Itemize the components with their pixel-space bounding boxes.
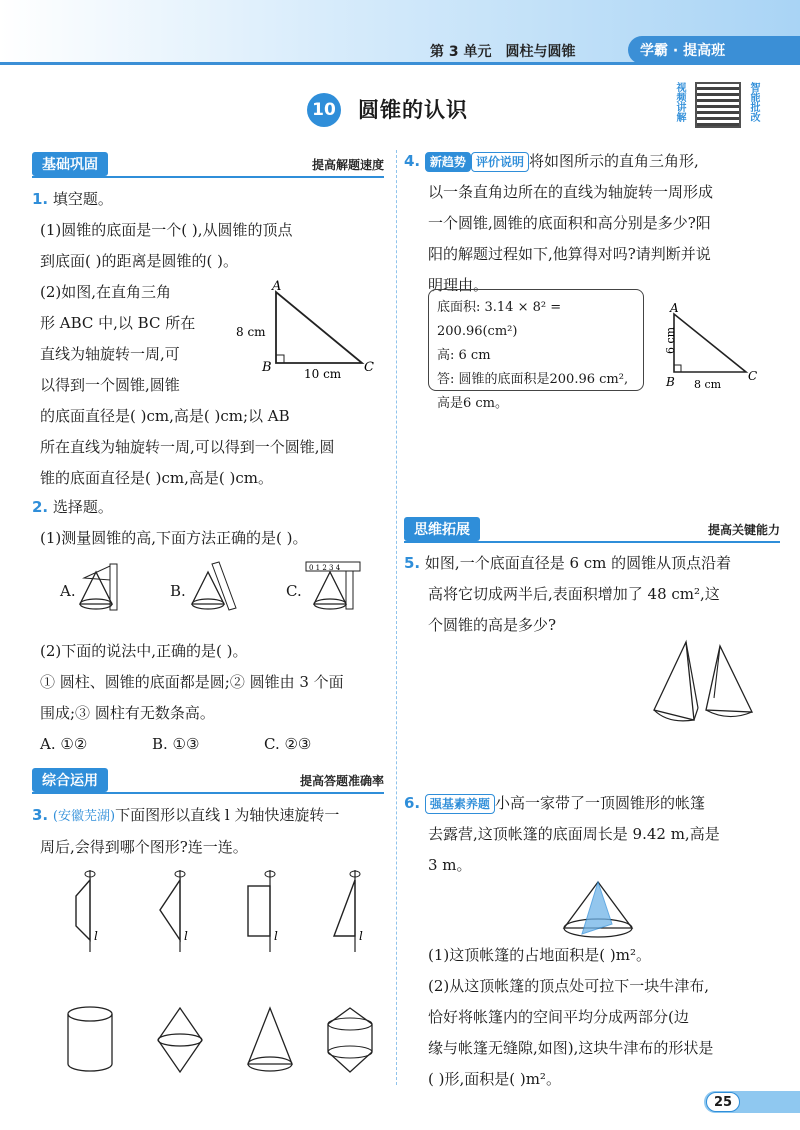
- option-c-label: C.: [286, 582, 302, 600]
- axis-label: l: [359, 929, 363, 943]
- side-ab-label: 6 cm: [664, 326, 677, 354]
- lesson-number: 10: [312, 100, 336, 120]
- q3-solid-shapes[interactable]: [50, 1000, 380, 1080]
- side-bc-label: 10 cm: [304, 367, 342, 381]
- question-2-part2: [32, 636, 392, 760]
- q5-line2: 高将它切成两半后,表面积增加了 48 cm²,这: [428, 585, 720, 603]
- qr-code-icon[interactable]: [695, 82, 741, 128]
- question-source: (安徽芜湖): [52, 809, 116, 824]
- section-subtitle: 提高解题速度: [311, 157, 384, 172]
- unit-breadcrumb: [430, 38, 590, 64]
- question-5: [404, 548, 784, 641]
- option-b-label: B.: [170, 582, 186, 600]
- q1-part1-line1: (1)圆锥的底面是一个( ),从圆锥的顶点: [40, 221, 293, 239]
- lesson-number-badge: [307, 93, 341, 127]
- q1-part2-line4: 以得到一个圆锥,圆锥: [40, 376, 180, 394]
- plane-shape-right-triangle: [334, 870, 363, 952]
- section-comprehensive: [32, 768, 384, 794]
- q3-plane-shapes[interactable]: [50, 866, 380, 956]
- question-number: 1.: [32, 190, 49, 208]
- header-rule: [0, 62, 800, 65]
- unit-label: 第 3 单元: [430, 44, 492, 60]
- section-header: [32, 768, 384, 792]
- q6-part2-line4: ( )形,面积是( )m²。: [428, 1070, 561, 1088]
- plane-shape-trapezoid: [76, 870, 98, 952]
- section-subtitle: 提高关键能力: [707, 522, 780, 537]
- q2-part2-line1: ① 圆柱、圆锥的底面都是圆;② 圆锥由 3 个面: [40, 673, 344, 691]
- plane-shape-rectangle: [248, 870, 278, 952]
- qr-left-label: 视频讲解: [674, 82, 685, 122]
- choice-c[interactable]: C. ②③: [264, 735, 312, 753]
- page-number: 25: [706, 1092, 740, 1112]
- solution-line-1: 底面积: 3.14 × 8² = 200.96(cm²): [437, 300, 562, 339]
- section-rule: [32, 176, 384, 178]
- q3-line1: 下面图形以直线 l 为轴快速旋转一: [115, 806, 340, 824]
- side-bc-label: 8 cm: [694, 378, 722, 391]
- q1-part1-line2: 到底面( )的距离是圆锥的( )。: [40, 252, 238, 270]
- q1-part2-line3: 直线为轴旋转一周,可: [40, 345, 180, 363]
- q2-part2: (2)下面的说法中,正确的是( )。: [40, 642, 248, 660]
- q1-part2-line1: (2)如图,在直角三角: [40, 283, 172, 301]
- q6-part2-line2: 恰好将帐篷内的空间平均分成两部分(边: [428, 1008, 689, 1026]
- qr-right-label: 智能批改: [748, 82, 759, 122]
- section-tag: 思维拓展: [404, 517, 480, 541]
- solid-double-cone: [158, 1008, 202, 1072]
- q3-line2: 周后,会得到哪个图形?连一连。: [40, 838, 248, 856]
- q4-line5: 明理由。: [428, 276, 489, 294]
- section-header: [32, 152, 384, 176]
- q2-choices: [32, 729, 392, 760]
- plane-shape-triangle-inverted: [160, 870, 188, 952]
- q1-part2-line2: 形 ABC 中,以 BC 所在: [40, 314, 196, 332]
- side-ab-label: 8 cm: [236, 325, 266, 339]
- section-basic: [32, 152, 384, 178]
- solution-line-2: 高: 6 cm: [437, 348, 491, 363]
- q6-part2-line1: (2)从这顶帐篷的顶点处可拉下一块牛津布,: [428, 977, 710, 995]
- vertex-b-label: B: [262, 360, 272, 375]
- section-tag: 综合运用: [32, 768, 108, 792]
- q6-line1: 小高一家带了一顶圆锥形的帐篷: [494, 794, 705, 812]
- foundation-tag: 强基素养题: [425, 794, 495, 814]
- ruler-digits: 0 1 2 3 4: [309, 564, 341, 572]
- section-thinking: [404, 517, 780, 543]
- axis-label: l: [94, 929, 98, 943]
- q4-line4: 阳的解题过程如下,他算得对吗?请判断并说: [428, 245, 711, 263]
- option-a-label: A.: [60, 582, 76, 600]
- section-subtitle: 提高答题准确率: [299, 773, 384, 788]
- question-6: [404, 788, 784, 881]
- question-4: [404, 146, 784, 301]
- q1-part2-line7: 锥的底面直径是( )cm,高是( )cm。: [40, 469, 273, 487]
- vertex-b-label: B: [666, 375, 675, 389]
- solid-cylinder: [68, 1007, 112, 1071]
- q2-part2-line2: 围成;③ 圆柱有无数条高。: [40, 704, 215, 722]
- q6-part1: (1)这顶帐篷的占地面积是( )m²。: [428, 946, 651, 964]
- brand-label: 学霸 · 提高班: [640, 43, 726, 59]
- question-number: 3.: [32, 806, 49, 824]
- q5-line3: 个圆锥的高是多少?: [428, 616, 557, 634]
- lesson-title: 圆锥的认识: [358, 98, 468, 122]
- q5-half-cones-figure: [648, 638, 768, 728]
- question-number: 6.: [404, 794, 421, 812]
- solid-cylinder-with-cones: [328, 1008, 372, 1072]
- q1-triangle-figure: [232, 278, 382, 383]
- choice-a[interactable]: A. ①②: [40, 735, 88, 753]
- axis-label: l: [184, 929, 188, 943]
- option-c-cone-figure: [300, 558, 370, 618]
- axis-label: l: [274, 929, 278, 943]
- column-divider: [396, 150, 397, 1085]
- q5-line1: 如图,一个底面直径是 6 cm 的圆锥从顶点沿着: [424, 554, 732, 572]
- question-number: 2.: [32, 498, 49, 516]
- section-rule: [32, 792, 384, 794]
- question-title: 选择题。: [52, 498, 113, 516]
- solution-box: [428, 289, 644, 411]
- question-number: 5.: [404, 554, 421, 572]
- trend-tag: 新趋势: [425, 152, 471, 172]
- brand-badge: [628, 36, 800, 64]
- chapter-label: 圆柱与圆锥: [505, 44, 576, 60]
- choice-b[interactable]: B. ①③: [152, 735, 200, 753]
- section-rule: [404, 541, 780, 543]
- q4-line3: 一个圆锥,圆锥的底面积和高分别是多少?阳: [428, 214, 711, 232]
- section-tag: 基础巩固: [32, 152, 108, 176]
- solution-line-3: 答: 圆锥的底面积是200.96 cm²,: [437, 372, 629, 387]
- q1-part2-line5: 的底面直径是( )cm,高是( )cm;以 AB: [40, 407, 290, 425]
- section-header: [404, 517, 780, 541]
- q6-line2: 去露营,这顶帐篷的底面周长是 9.42 m,高是: [428, 825, 720, 843]
- solution-line-4: 高是6 cm。: [437, 396, 509, 411]
- vertex-a-label: A: [272, 279, 282, 294]
- question-6-parts: [404, 940, 784, 1095]
- q4-line1: 将如图所示的直角三角形,: [528, 152, 699, 170]
- question-number: 4.: [404, 152, 421, 170]
- question-title: 填空题。: [52, 190, 113, 208]
- option-a-cone-figure: [74, 558, 130, 618]
- vertex-a-label: A: [670, 301, 679, 315]
- vertex-c-label: C: [748, 369, 758, 383]
- q6-part2-line3: 缘与帐篷无缝隙,如图),这块牛津布的形状是: [428, 1039, 714, 1057]
- q1-part2-line6: 所在直线为轴旋转一周,可以得到一个圆锥,圆: [40, 438, 335, 456]
- question-3: [32, 800, 392, 863]
- q6-line3: 3 m。: [428, 856, 472, 874]
- evaluation-tag: 评价说明: [471, 152, 529, 172]
- solid-cone: [248, 1008, 292, 1071]
- q4-triangle-figure: [650, 300, 760, 392]
- q2-part1: (1)测量圆锥的高,下面方法正确的是( )。: [40, 529, 308, 547]
- q4-line2: 以一条直角边所在的直线为轴旋转一周形成: [428, 183, 714, 201]
- option-b-cone-figure: [186, 558, 242, 618]
- vertex-c-label: C: [364, 360, 374, 375]
- q6-tent-cone-figure: [548, 878, 648, 942]
- question-2: [32, 492, 392, 554]
